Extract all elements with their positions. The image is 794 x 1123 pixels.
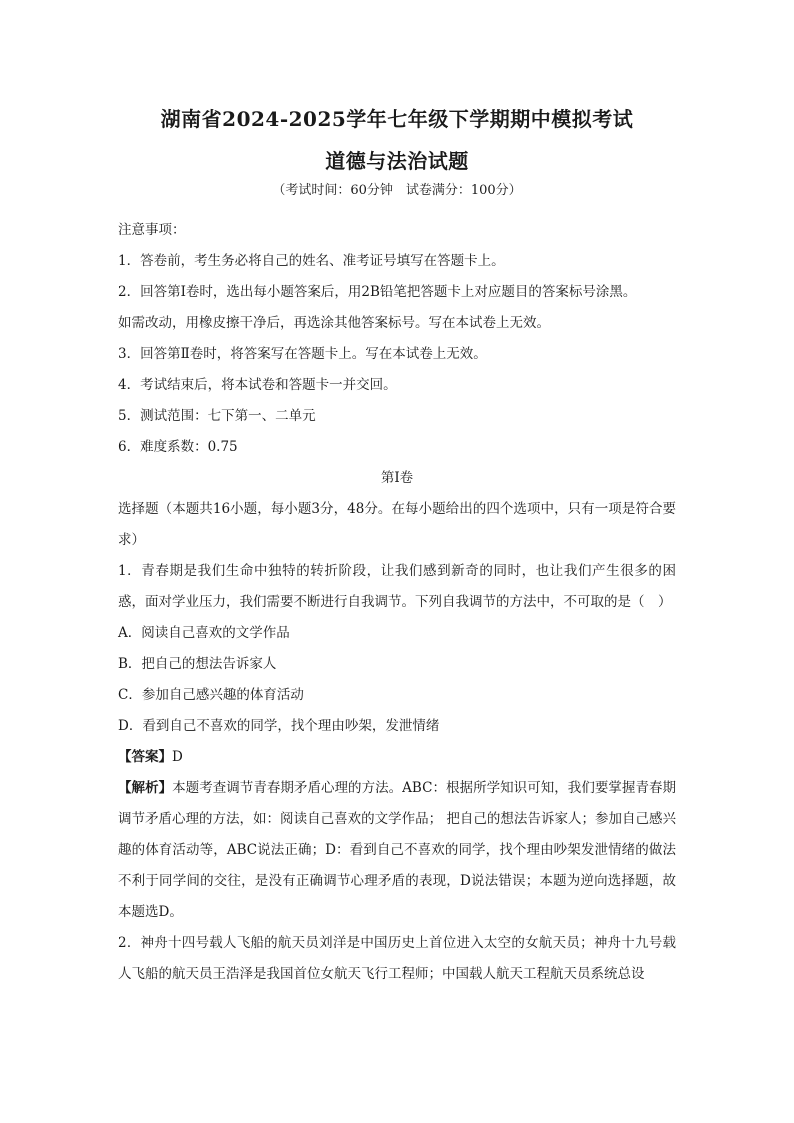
note-item: 1．答卷前，考生务必将自己的姓名、准考证号填写在答题卡上。 — [118, 253, 505, 269]
question-stem: 2．神舟十四号载人飞船的航天员刘洋是中国历史上首位进入太空的女航天员；神舟十九号载人飞船的航天员王浩泽是我国首位女航天飞行工程师；中国载人航天工程航天员系统总设 — [118, 935, 676, 982]
notes-section — [118, 215, 676, 463]
question-2 — [118, 928, 676, 990]
answer-label: 【答案】 — [118, 749, 172, 765]
section-heading: 第Ⅰ卷 — [380, 470, 414, 486]
analysis-label: 【解析】 — [118, 780, 173, 796]
option-d: D．看到自己不喜欢的同学，找个理由吵架，发泄情绪 — [118, 718, 440, 734]
note-item: 4．考试结束后，将本试卷和答题卡一并交回。 — [118, 377, 397, 393]
note-item: 3．回答第Ⅱ卷时，将答案写在答题卡上。写在本试卷上无效。 — [118, 346, 487, 362]
option-a: A．阅读自己喜欢的文学作品 — [118, 625, 290, 641]
note-item: 5．测试范围：七下第一、二单元 — [118, 408, 316, 424]
option-c: C．参加自己感兴趣的体育活动 — [118, 687, 304, 703]
note-item: 2．回答第Ⅰ卷时，选出每小题答案后，用2B铅笔把答题卡上对应题目的答案标号涂黑。 — [118, 284, 637, 300]
analysis-text: 本题考查调节青春期矛盾心理的方法。ABC：根据所学知识可知，我们要掌握青春期调节矛盾心理的方法，如：阅读自己喜欢的文学作品； 把自己的想法告诉家人；参加自己感兴趣的体育活动等，ABC说法正确；D：看到自己不喜欢的同学，找个理由吵架发泄情绪的做法不利于同学间的交往，是没有正确调节心理矛盾的表现，D说法错误；本题为逆向选择题，故本题选D。 — [118, 780, 677, 920]
notes-heading: 注意事项： — [118, 222, 186, 238]
exam-title: 湖南省2024-2025学年七年级下学期期中模拟考试 — [160, 107, 634, 131]
answer-value: D — [172, 749, 183, 765]
option-b: B．把自己的想法告诉家人 — [118, 656, 277, 672]
exam-page — [118, 100, 676, 990]
answer-line — [118, 742, 676, 773]
analysis-paragraph — [118, 773, 676, 928]
question-stem: 1．青春期是我们生命中独特的转折阶段，让我们感到新奇的同时，也让我们产生很多的困惑，面对学业压力，我们需要不断进行自我调节。下列自我调节的方法中，不可取的是（ ） — [118, 563, 676, 610]
question-1 — [118, 556, 676, 928]
note-item: 6．难度系数：0.75 — [118, 439, 238, 455]
note-item: 如需改动，用橡皮擦干净后，再选涂其他答案标号。写在本试卷上无效。 — [118, 315, 550, 331]
section-intro: 选择题（本题共16小题，每小题3分，48分。在每小题给出的四个选项中，只有一项是符合要求） — [118, 501, 676, 548]
exam-subject-title: 道德与法治试题 — [325, 149, 469, 173]
exam-time-info: （考试时间：60分钟 试卷满分：100分） — [272, 183, 522, 198]
